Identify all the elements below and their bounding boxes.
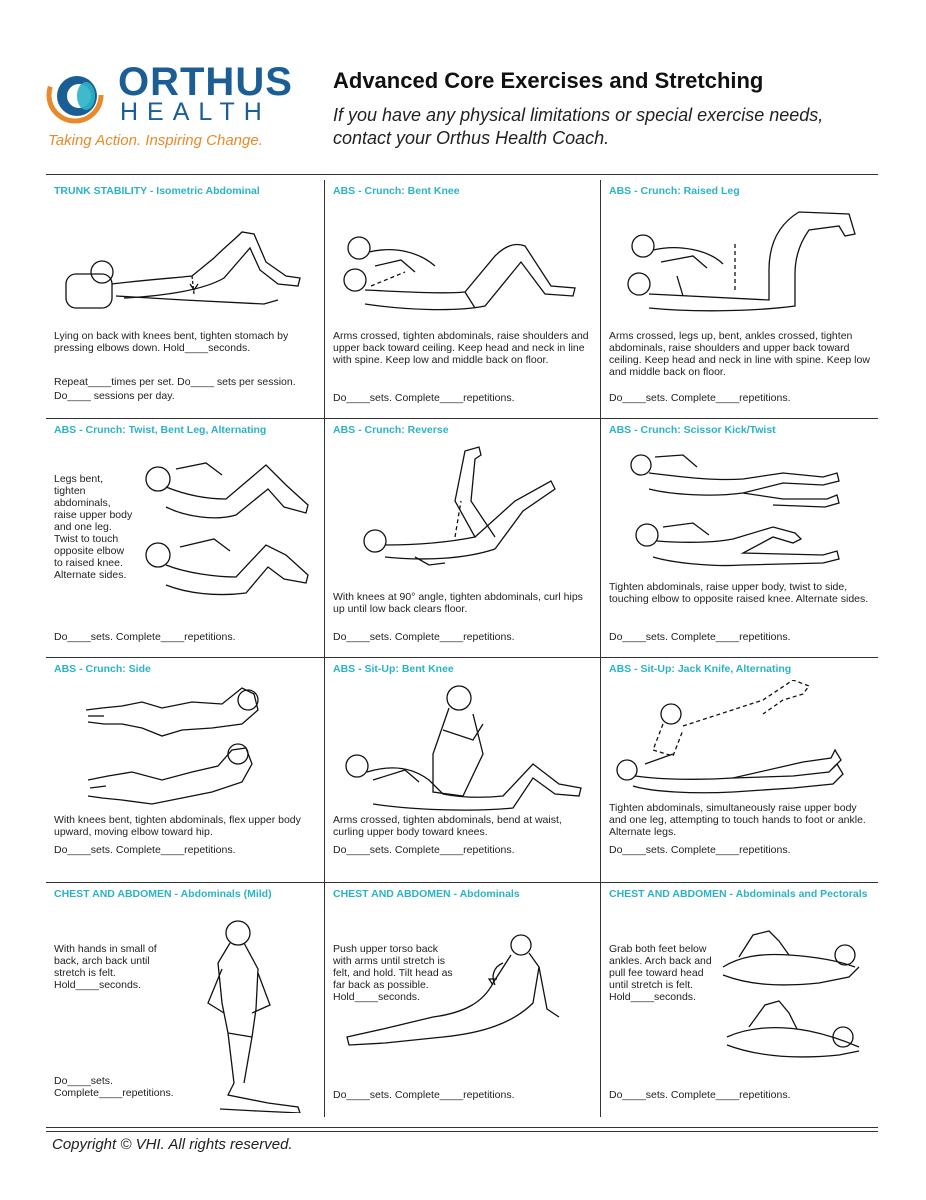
exercise-reps: Do____sets. Complete____repetitions. <box>333 631 515 643</box>
footer-divider-bottom <box>46 1131 878 1132</box>
exercise-card <box>325 883 600 1117</box>
exercise-title: ABS - Crunch: Twist, Bent Leg, Alternating <box>54 424 267 436</box>
page-subtitle: If you have any physical limitations or special exercise needs, contact your Orthus Health Coach. <box>333 105 824 148</box>
exercise-card <box>325 180 600 418</box>
standing-back-arch-illustration <box>178 913 308 1113</box>
exercise-reps-repetitions: Complete____repetitions. <box>54 1087 174 1099</box>
crunch-side-illustration <box>82 680 272 820</box>
exercise-sessions-instruction: Do____ sessions per day. <box>54 390 175 402</box>
crunch-raised-leg-illustration <box>619 204 869 320</box>
exercise-title: CHEST AND ABDOMEN - Abdominals and Pectorals <box>609 888 868 900</box>
exercise-reps: Do____sets. Complete____repetitions. <box>333 392 515 404</box>
exercise-title: ABS - Crunch: Scissor Kick/Twist <box>609 424 776 436</box>
exercise-description: With knees at 90° angle, tighten abdominals, curl hips up until low back clears floor. <box>333 591 583 615</box>
exercise-title: ABS - Crunch: Side <box>54 663 151 675</box>
exercise-reps: Do____sets. Complete____repetitions. <box>333 844 515 856</box>
isometric-abdominal-illustration <box>64 218 304 318</box>
exercise-description: With knees bent, tighten abdominals, flex upper body upward, moving elbow toward hip. <box>54 814 301 838</box>
exercise-title: ABS - Sit-Up: Jack Knife, Alternating <box>609 663 792 675</box>
copyright-notice: Copyright © VHI. All rights reserved. <box>52 1136 293 1153</box>
exercise-description: Legs bent, tighten abdominals, raise upper body and one leg. Twist to touch opposite elbow to raised knee. Alternate sides. <box>54 473 133 581</box>
exercise-description: Tighten abdominals, raise upper body, twist to side, touching elbow to opposite raised knee. Alternate sides. <box>609 581 869 605</box>
exercise-description: Arms crossed, tighten abdominals, bend at waist, curling upper body toward knees. <box>333 814 562 838</box>
exercise-reps: Do____sets. Complete____repetitions. <box>609 1089 791 1101</box>
page-header <box>0 0 926 180</box>
crunch-twist-alternating-illustration <box>136 455 316 605</box>
exercise-card <box>325 658 600 882</box>
orthus-logo-icon <box>46 66 104 124</box>
exercise-card <box>46 658 324 882</box>
exercise-description: With hands in small of back, arch back until stretch is felt. Hold____seconds. <box>54 943 157 991</box>
cobra-stretch-illustration <box>343 933 583 1053</box>
exercise-description: Grab both feet below ankles. Arch back and pull fee toward head until stretch is felt. Hold____seconds. <box>609 943 712 1003</box>
exercise-grid <box>46 180 878 1117</box>
exercise-reps: Do____sets. Complete____repetitions. <box>609 844 791 856</box>
exercise-title: ABS - Crunch: Reverse <box>333 424 449 436</box>
exercise-title: CHEST AND ABDOMEN - Abdominals <box>333 888 520 900</box>
sit-up-bent-knee-illustration <box>333 684 593 814</box>
crunch-scissor-kick-illustration <box>623 443 863 573</box>
exercise-title: ABS - Crunch: Raised Leg <box>609 185 740 197</box>
exercise-title: TRUNK STABILITY - Isometric Abdominal <box>54 185 260 197</box>
exercise-reps-sets: Do____sets. <box>54 1075 113 1087</box>
orthus-health-logo <box>46 62 296 154</box>
exercise-card <box>46 419 324 657</box>
exercise-card <box>46 180 324 418</box>
exercise-repeat-instruction: Repeat____times per set. Do____ sets per session. <box>54 376 296 388</box>
logo-word-health: HEALTH <box>120 98 271 126</box>
exercise-reps: Do____sets. Complete____repetitions. <box>609 392 791 404</box>
exercise-title: CHEST AND ABDOMEN - Abdominals (Mild) <box>54 888 272 900</box>
exercise-description: Push upper torso back with arms until stretch is felt, and hold. Tilt head as far back as possible. Hold____seconds. <box>333 943 453 1003</box>
brand-tagline: Taking Action. Inspiring Change. <box>48 132 263 149</box>
exercise-reps: Do____sets. Complete____repetitions. <box>333 1089 515 1101</box>
crunch-reverse-illustration <box>355 441 575 571</box>
logo-word-orthus: ORTHUS <box>118 60 293 104</box>
exercise-description: Arms crossed, tighten abdominals, raise shoulders and upper back toward ceiling. Keep head and neck in line with spine. Keep low and middle back on floor. <box>333 330 589 366</box>
exercise-title: ABS - Sit-Up: Bent Knee <box>333 663 454 675</box>
exercise-reps: Do____sets. Complete____repetitions. <box>54 844 236 856</box>
exercise-description: Arms crossed, legs up, bent, ankles crossed, tighten abdominals, raise shoulders and upper back toward ceiling. Keep head and neck in line with spine. Keep low and middle back on floor. <box>609 330 870 378</box>
exercise-card <box>46 883 324 1117</box>
exercise-card <box>325 419 600 657</box>
page-title: Advanced Core Exercises and Stretching <box>333 68 764 93</box>
exercise-card <box>601 883 878 1117</box>
exercise-title: ABS - Crunch: Bent Knee <box>333 185 460 197</box>
exercise-reps: Do____sets. Complete____repetitions. <box>609 631 791 643</box>
bow-stretch-illustration <box>719 927 869 1077</box>
exercise-card <box>601 180 878 418</box>
exercise-card <box>601 658 878 882</box>
exercise-card <box>601 419 878 657</box>
jack-knife-illustration <box>613 680 863 810</box>
header-divider <box>46 174 878 175</box>
exercise-description: Lying on back with knees bent, tighten stomach by pressing elbows down. Hold____seconds. <box>54 330 289 354</box>
crunch-bent-knee-illustration <box>335 216 591 320</box>
exercise-description: Tighten abdominals, simultaneously raise upper body and one leg, attempting to touch hands to foot or ankle. Alternate legs. <box>609 802 866 838</box>
exercise-reps: Do____sets. Complete____repetitions. <box>54 631 236 643</box>
footer-divider-top <box>46 1127 878 1128</box>
